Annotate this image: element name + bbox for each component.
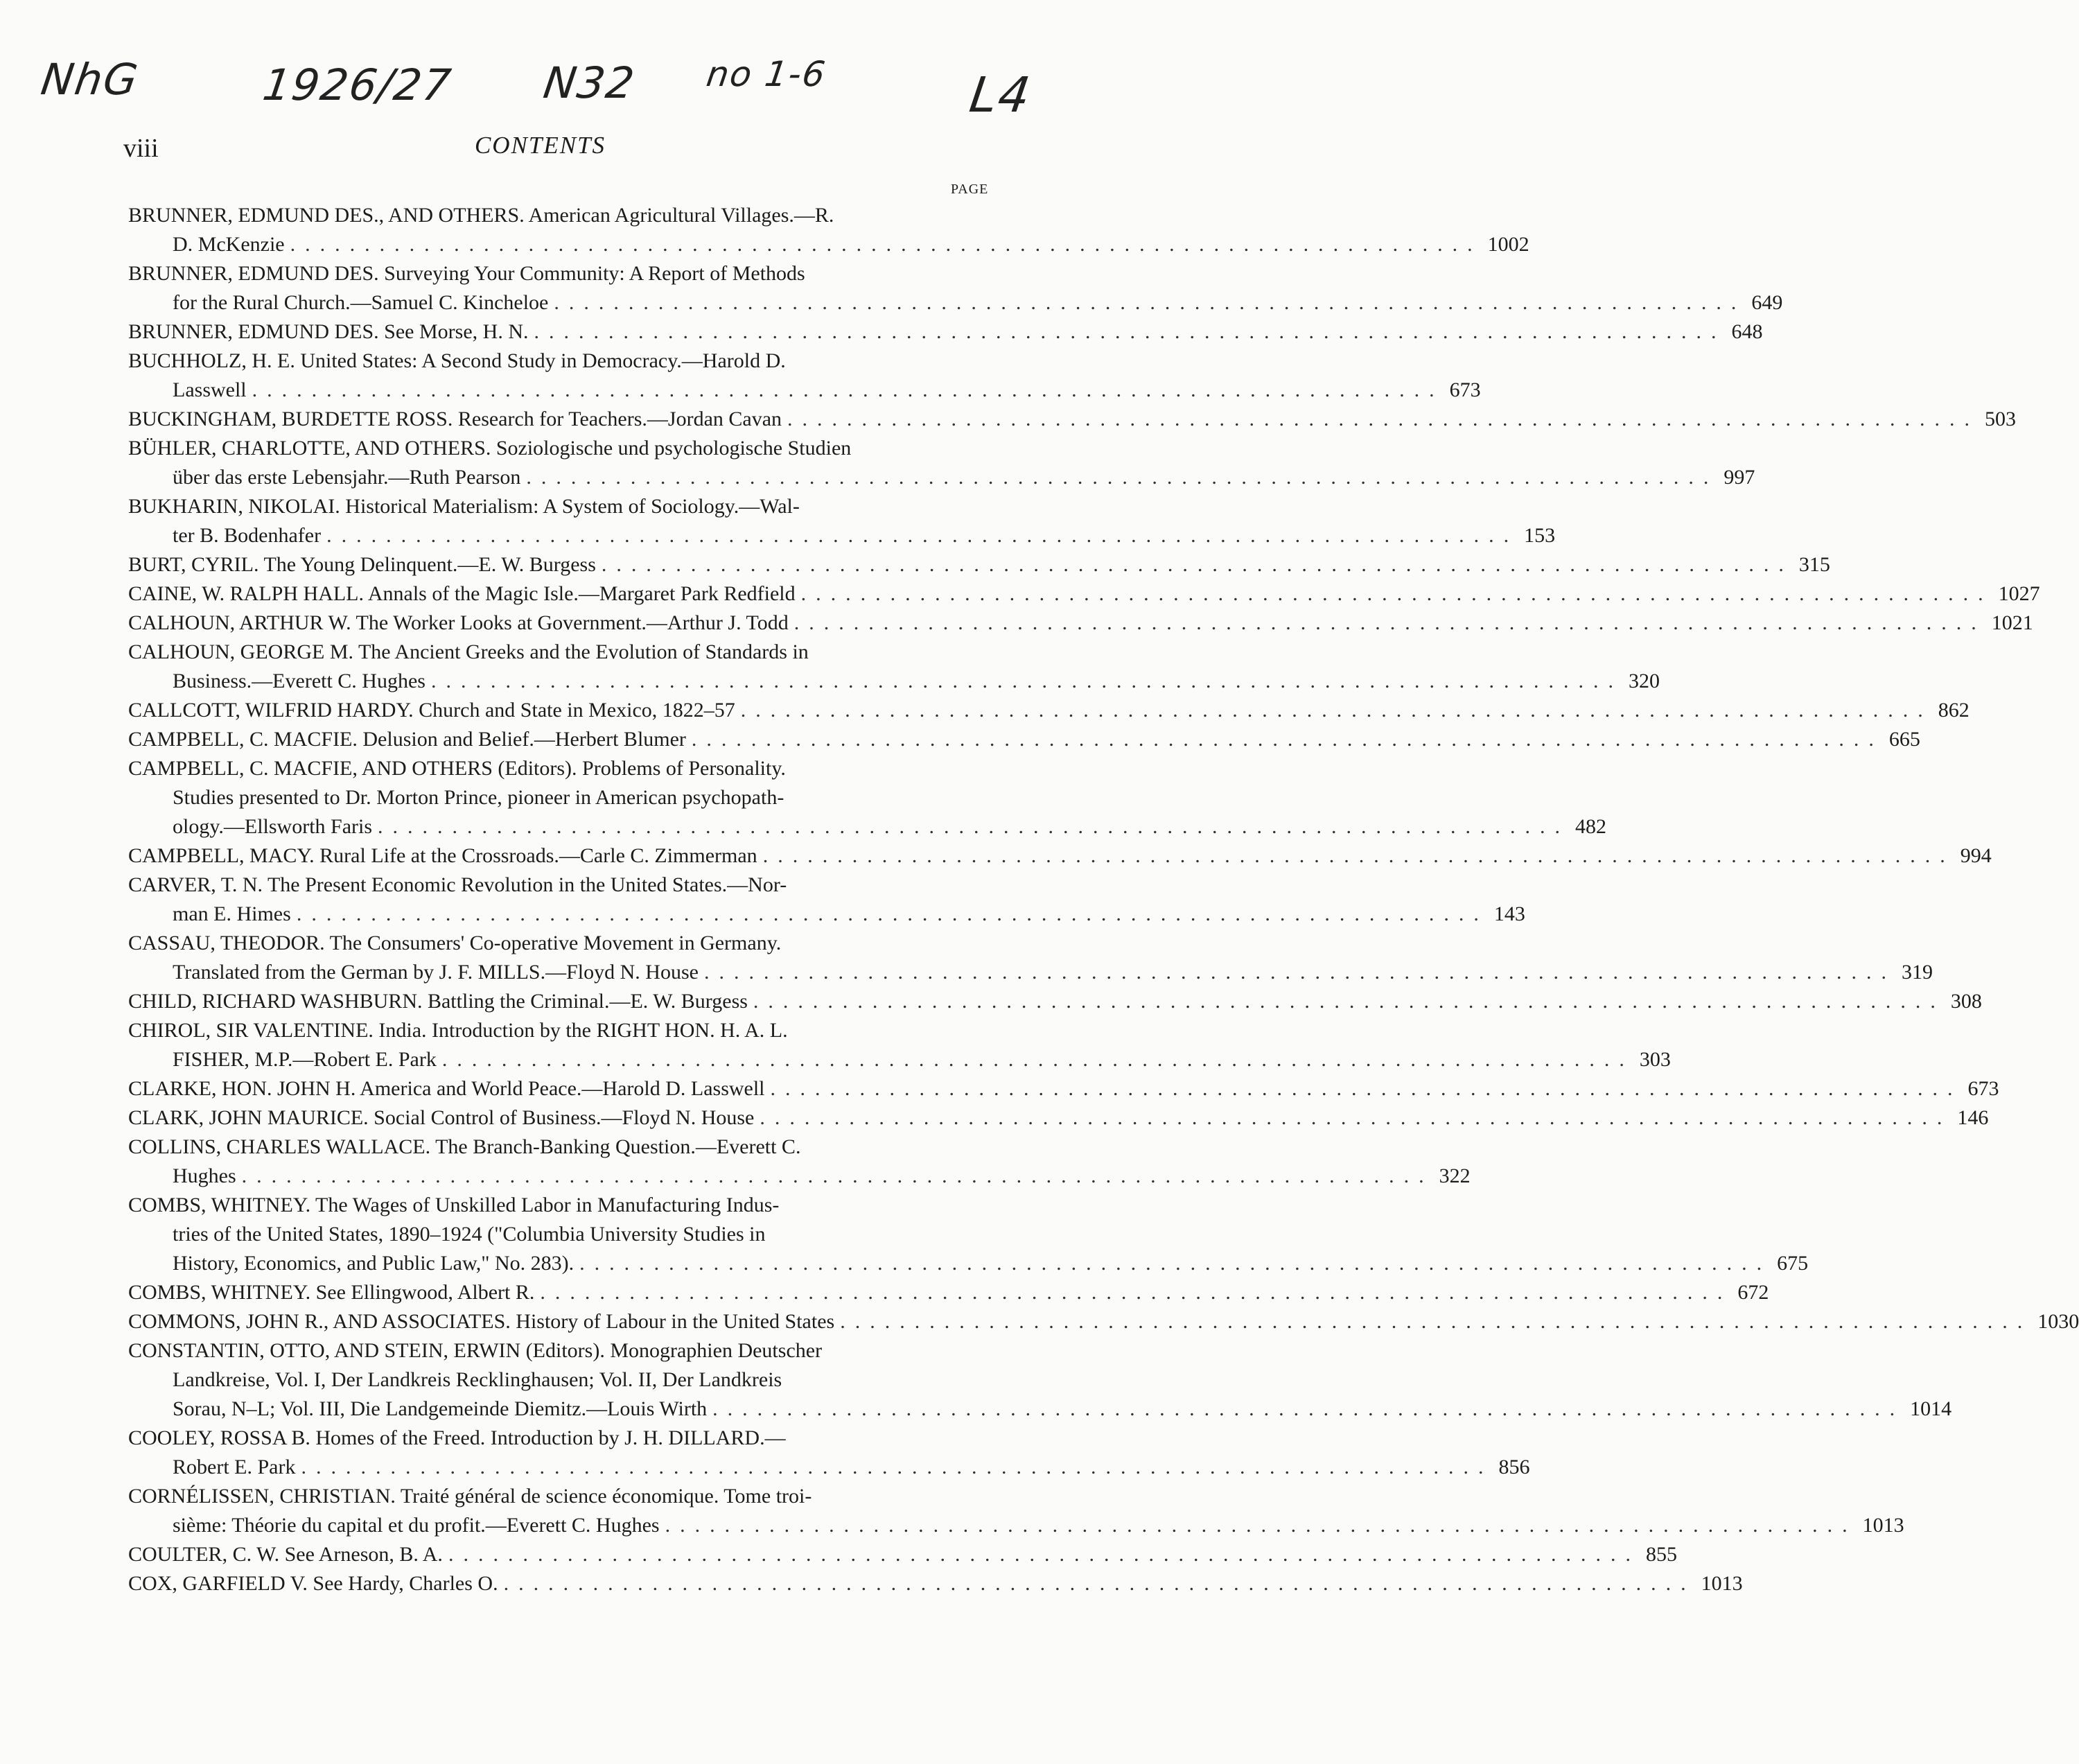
contents-entry	[128, 1278, 1769, 1307]
entry-line: BUCHHOLZ, H. E. United States: A Second Study in Democracy.—Harold D.	[128, 349, 786, 372]
leader-dots: ................................................................................	[241, 1164, 1434, 1187]
entry-last-line	[128, 725, 1920, 754]
leader-dots: ................................................................................	[800, 582, 1993, 605]
entry-page-number: 997	[1723, 466, 1755, 489]
contents-entry	[128, 841, 1992, 871]
entry-text: sième: Théorie du capital et du profit.—Everett C. Hughes	[173, 1514, 660, 1537]
entry-page-number: 303	[1639, 1048, 1671, 1071]
entry-page-number: 1021	[1991, 611, 2033, 634]
entry-page-number: 855	[1645, 1543, 1677, 1566]
entry-text: CAINE, W. RALPH HALL. Annals of the Magic Isle.—Margaret Park Redfield	[128, 582, 796, 605]
entry-page-number: 1014	[1910, 1397, 1952, 1420]
entry-page-number: 153	[1524, 524, 1556, 547]
entry-last-line	[128, 1278, 1769, 1307]
page-title: CONTENTS	[474, 132, 606, 159]
entry-last-line	[128, 1569, 1743, 1598]
contents-entry	[128, 871, 1525, 929]
entry-text: History, Economics, and Public Law," No. 283).	[173, 1252, 574, 1275]
entry-line: CARVER, T. N. The Present Economic Revolution in the United States.—Nor-	[128, 873, 787, 896]
entry-line: COOLEY, ROSSA B. Homes of the Freed. Introduction by J. H. DILLARD.—	[128, 1426, 786, 1449]
entry-text: CLARK, JOHN MAURICE. Social Control of Business.—Floyd N. House	[128, 1106, 755, 1129]
entry-last-line	[128, 696, 1970, 725]
entry-line: CONSTANTIN, OTTO, AND STEIN, ERWIN (Editors). Monographien Deutscher	[128, 1339, 823, 1362]
leader-dots: ................................................................................	[770, 1077, 1963, 1100]
leader-dots: ................................................................................	[579, 1252, 1772, 1275]
entry-line: BRUNNER, EDMUND DES. Surveying Your Community: A Report of Methods	[128, 262, 805, 285]
entry-text: BURT, CYRIL. The Young Delinquent.—E. W. Burgess	[128, 553, 596, 576]
entry-page-number: 675	[1777, 1252, 1809, 1275]
entry-last-line	[128, 463, 1755, 492]
handwritten-mark-4: no 1-6	[703, 54, 829, 94]
contents-entry	[128, 550, 1830, 579]
leader-dots: ................................................................................	[554, 291, 1746, 314]
entry-line: BÜHLER, CHARLOTTE, AND OTHERS. Soziologische und psychologische Studien	[128, 437, 852, 460]
entry-page-number: 503	[1985, 408, 2017, 430]
leader-dots: ................................................................................	[760, 1106, 1952, 1129]
entry-text: BRUNNER, EDMUND DES. See Morse, H. N.	[128, 320, 529, 343]
entry-last-line	[128, 609, 2033, 638]
entry-page-number: 482	[1575, 815, 1607, 838]
leader-dots: ................................................................................	[540, 1281, 1732, 1304]
entry-page-number: 308	[1950, 990, 1982, 1013]
contents-entry	[128, 1540, 1677, 1569]
entry-line: CASSAU, THEODOR. The Consumers' Co-operative Movement in Germany.	[128, 932, 782, 954]
handwritten-annotations	[37, 54, 1046, 130]
entry-last-line	[128, 1249, 1809, 1278]
entry-page-number: 672	[1737, 1281, 1769, 1304]
contents-entry	[128, 259, 1783, 317]
leader-dots: ................................................................................	[793, 611, 1986, 634]
contents-entry	[128, 347, 1481, 405]
contents-entry	[128, 1016, 1671, 1074]
entry-text: ter B. Bodenhafer	[173, 524, 322, 547]
page-number: viii	[123, 134, 159, 163]
entry-page-number: 648	[1731, 320, 1763, 343]
leader-dots: ................................................................................	[290, 233, 1482, 256]
contents-entry	[128, 405, 2017, 434]
leader-dots: ................................................................................	[301, 1456, 1493, 1478]
entry-page-number: 315	[1798, 553, 1830, 576]
entry-page-number: 994	[1960, 844, 1992, 867]
entry-last-line	[128, 667, 1660, 696]
entry-page-number: 1002	[1487, 233, 1529, 256]
leader-dots: ................................................................................	[601, 553, 1793, 576]
leader-dots: ................................................................................	[691, 728, 1884, 751]
entry-last-line	[128, 812, 1607, 841]
entry-text: über das erste Lebensjahr.—Ruth Pearson	[173, 466, 521, 489]
entry-line: CHIROL, SIR VALENTINE. India. Introduction by the RIGHT HON. H. A. L.	[128, 1019, 788, 1042]
contents-entry	[128, 638, 1660, 696]
entry-last-line	[128, 405, 2017, 434]
leader-dots: ................................................................................	[787, 408, 1980, 430]
leader-dots: ................................................................................	[840, 1310, 2033, 1333]
entry-last-line	[128, 1395, 1952, 1424]
entry-text: FISHER, M.P.—Robert E. Park	[173, 1048, 437, 1071]
contents-entry	[128, 1133, 1471, 1191]
entry-last-line	[128, 987, 1982, 1016]
entry-text: COMBS, WHITNEY. See Ellingwood, Albert R.	[128, 1281, 535, 1304]
contents-entry	[128, 725, 1920, 754]
entry-text: COULTER, C. W. See Arneson, B. A.	[128, 1543, 443, 1566]
contents-entry	[128, 1103, 1989, 1133]
entry-last-line	[128, 1540, 1677, 1569]
entry-text: CHILD, RICHARD WASHBURN. Battling the Criminal.—E. W. Burgess	[128, 990, 748, 1013]
contents-entry	[128, 1191, 1809, 1278]
entry-page-number: 322	[1439, 1164, 1471, 1187]
leader-dots: ................................................................................	[703, 961, 1896, 984]
leader-dots: ................................................................................	[740, 699, 1933, 722]
entry-page-number: 673	[1967, 1077, 1999, 1100]
entry-page-number: 1013	[1701, 1572, 1743, 1595]
leader-dots: ................................................................................	[252, 378, 1444, 401]
page-column-label: PAGE	[951, 182, 989, 197]
entry-page-number: 649	[1751, 291, 1783, 314]
entry-last-line	[128, 958, 1933, 987]
leader-dots: ................................................................................	[378, 815, 1570, 838]
entry-text: Translated from the German by J. F. MILLS.—Floyd N. House	[173, 961, 699, 984]
entry-text: Robert E. Park	[173, 1456, 296, 1478]
contents-entry	[128, 696, 1970, 725]
leader-dots: ................................................................................	[712, 1397, 1905, 1420]
entry-last-line	[128, 1045, 1671, 1074]
leader-dots: ................................................................................	[296, 902, 1489, 925]
contents-entry	[128, 929, 1933, 987]
entry-text: for the Rural Church.—Samuel C. Kincheloe	[173, 291, 549, 314]
entry-text: CLARKE, HON. JOHN H. America and World Peace.—Harold D. Lasswell	[128, 1077, 765, 1100]
entry-text: COX, GARFIELD V. See Hardy, Charles O.	[128, 1572, 498, 1595]
leader-dots: ................................................................................	[762, 844, 1955, 867]
entry-last-line	[128, 288, 1783, 317]
entry-text: Hughes	[173, 1164, 236, 1187]
handwritten-mark-5: L4	[966, 67, 1035, 123]
leader-dots: ................................................................................	[430, 670, 1623, 692]
leader-dots: ................................................................................	[503, 1572, 1696, 1595]
entry-page-number: 665	[1888, 728, 1920, 751]
entry-page-number: 143	[1493, 902, 1525, 925]
contents-entry	[128, 317, 1763, 347]
entry-last-line	[128, 579, 2040, 609]
entry-text: Lasswell	[173, 378, 247, 401]
leader-dots: ................................................................................	[441, 1048, 1634, 1071]
leader-dots: ................................................................................	[326, 524, 1519, 547]
entry-text: ology.—Ellsworth Faris	[173, 815, 373, 838]
contents-entry	[128, 434, 1755, 492]
entry-line: BRUNNER, EDMUND DES., AND OTHERS. American Agricultural Villages.—R.	[128, 204, 834, 227]
entry-last-line	[128, 1074, 1999, 1103]
contents-entry	[128, 609, 2033, 638]
entry-last-line	[128, 1103, 1989, 1133]
entry-text: Business.—Everett C. Hughes	[173, 670, 426, 692]
entry-page-number: 856	[1498, 1456, 1530, 1478]
entry-page-number: 320	[1628, 670, 1660, 692]
contents-entry	[128, 201, 1529, 259]
entry-last-line	[128, 900, 1525, 929]
entry-last-line	[128, 376, 1481, 405]
leader-dots: ................................................................................	[534, 320, 1726, 343]
entry-last-line	[128, 317, 1763, 347]
entry-text: BUCKINGHAM, BURDETTE ROSS. Research for Teachers.—Jordan Cavan	[128, 408, 782, 430]
contents-entry	[128, 1336, 1952, 1424]
entry-line: Studies presented to Dr. Morton Prince, pioneer in American psychopath-	[173, 786, 784, 809]
entry-line: tries of the United States, 1890–1924 ("Columbia University Studies in	[173, 1223, 766, 1246]
handwritten-mark-3: N32	[540, 58, 639, 108]
entry-last-line	[128, 1453, 1530, 1482]
entry-line: COMBS, WHITNEY. The Wages of Unskilled Labor in Manufacturing Indus-	[128, 1194, 780, 1216]
leader-dots: ................................................................................	[665, 1514, 1857, 1537]
entry-last-line	[128, 841, 1992, 871]
entry-page-number: 146	[1957, 1106, 1989, 1129]
entry-line: CORNÉLISSEN, CHRISTIAN. Traité général de science économique. Tome troi-	[128, 1485, 812, 1508]
contents-entry	[128, 1307, 2079, 1336]
contents-entry	[128, 579, 2040, 609]
contents-entry	[128, 492, 1556, 550]
entry-last-line	[128, 1307, 2079, 1336]
entry-last-line	[128, 230, 1529, 259]
entry-page-number: 1013	[1862, 1514, 1904, 1537]
entry-line: BUKHARIN, NIKOLAI. Historical Materialism: A System of Sociology.—Wal-	[128, 495, 800, 518]
leader-dots: ................................................................................	[753, 990, 1945, 1013]
contents-entry	[128, 1074, 1999, 1103]
leader-dots: ................................................................................	[448, 1543, 1640, 1566]
entry-text: CAMPBELL, C. MACFIE. Delusion and Belief.—Herbert Blumer	[128, 728, 686, 751]
entry-text: COMMONS, JOHN R., AND ASSOCIATES. History of Labour in the United States	[128, 1310, 835, 1333]
entry-line: CALHOUN, GEORGE M. The Ancient Greeks and the Evolution of Standards in	[128, 640, 809, 663]
entry-text: CAMPBELL, MACY. Rural Life at the Crossroads.—Carle C. Zimmerman	[128, 844, 757, 867]
contents-entry	[128, 754, 1607, 841]
contents-entry	[128, 987, 1982, 1016]
entry-last-line	[128, 1511, 1904, 1540]
entry-line: COLLINS, CHARLES WALLACE. The Branch-Banking Question.—Everett C.	[128, 1135, 801, 1158]
entry-last-line	[128, 550, 1830, 579]
entry-text: CALLCOTT, WILFRID HARDY. Church and State in Mexico, 1822–57	[128, 699, 735, 722]
contents-list	[128, 201, 2079, 1598]
entry-page-number: 319	[1901, 961, 1933, 984]
handwritten-mark-1: NhG	[37, 54, 142, 105]
leader-dots: ................................................................................	[526, 466, 1719, 489]
entry-last-line	[128, 521, 1556, 550]
entry-text: CALHOUN, ARTHUR W. The Worker Looks at Government.—Arthur J. Todd	[128, 611, 789, 634]
entry-page-number: 862	[1938, 699, 1970, 722]
handwritten-mark-2: 1926/27	[259, 60, 455, 110]
contents-entry	[128, 1424, 1530, 1482]
entry-page-number: 1030	[2037, 1310, 2079, 1333]
entry-text: man E. Himes	[173, 902, 291, 925]
entry-page-number: 1027	[1998, 582, 2040, 605]
entry-line: Landkreise, Vol. I, Der Landkreis Recklinghausen; Vol. II, Der Landkreis	[173, 1368, 782, 1391]
entry-page-number: 673	[1449, 378, 1481, 401]
contents-entry	[128, 1569, 1743, 1598]
entry-text: D. McKenzie	[173, 233, 285, 256]
entry-last-line	[128, 1162, 1471, 1191]
contents-entry	[128, 1482, 1904, 1540]
entry-text: Sorau, N–L; Vol. III, Die Landgemeinde Diemitz.—Louis Wirth	[173, 1397, 708, 1420]
entry-line: CAMPBELL, C. MACFIE, AND OTHERS (Editors). Problems of Personality.	[128, 757, 786, 780]
